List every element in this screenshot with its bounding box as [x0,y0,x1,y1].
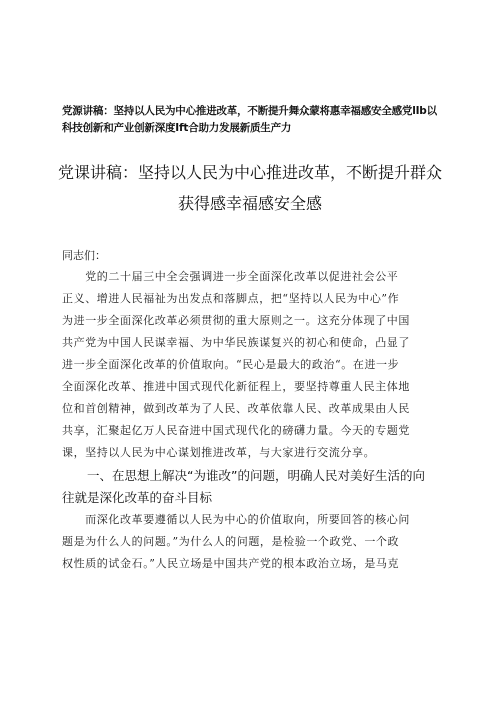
document-title-line-2: 获得感幸福感安全感 [177,194,322,213]
paragraph-line: 正义、增进人民福祉为出发点和落脚点，把“坚持以人民为中心”作 [62,292,400,305]
section-heading-line-1: 一、在思想上解决“为谁改”的问题，明确人民对美好生活的向 [62,468,425,483]
paragraph-line: 课，坚持以人民为中心谋划推进改革，与大家进行交流分享。 [62,446,376,459]
paragraph-line: 共产党为中国人民谋幸福、为中华民族谋复兴的初心和使命，凸显了 [62,336,410,349]
paragraph-line: 进一步全面深化改革的价值取向。“民心是最大的政治“。在进一步 [62,358,400,371]
paragraph-line: 而深化改革要遵循以人民为中心的价值取向，所要回答的核心问 [62,513,410,526]
paragraph-line: 党的二十届三中全会强调进一步全面深化改革以促进社会公平 [62,270,399,283]
section-heading-line-2: 往就是深化改革的奋斗目标 [62,490,213,505]
paragraph-line: 位和首创精神，做到改革为了人民、改革依靠人民、改革成果由人民 [62,402,410,415]
source-header-line-2: 科技创新和产业创新深度Ift合助力发展新质生产力 [62,122,292,134]
paragraph-line: 全面深化改革、推进中国式现代化新征程上，要坚持尊重人民主体地 [62,380,410,393]
source-header-line-1: 党源讲稿：坚持以人民为中心推进改革，不断提升舞众蒙将惠幸福感安全感党lIb以 [62,105,437,117]
document-title-line-1: 党课讲稿：坚持以人民为中心推进改革，不断提升群众 [57,163,442,182]
paragraph-line: 共享，汇聚起亿万人民奋进中国式现代化的磅礴力量。今天的专题党 [62,424,410,437]
greeting: 同志们： [62,249,106,262]
paragraph-line: 为进一步全面深化改革必须贯彻的重大原则之一。这充分体现了中国 [62,314,410,327]
paragraph-line: 题是为什么人的问题。”为什么人的问题，是检验一个政党、一个政 [62,535,400,548]
paragraph-line: 权性质的试金石。”人民立场是中国共产党的根本政治立场，是马克 [62,557,400,570]
